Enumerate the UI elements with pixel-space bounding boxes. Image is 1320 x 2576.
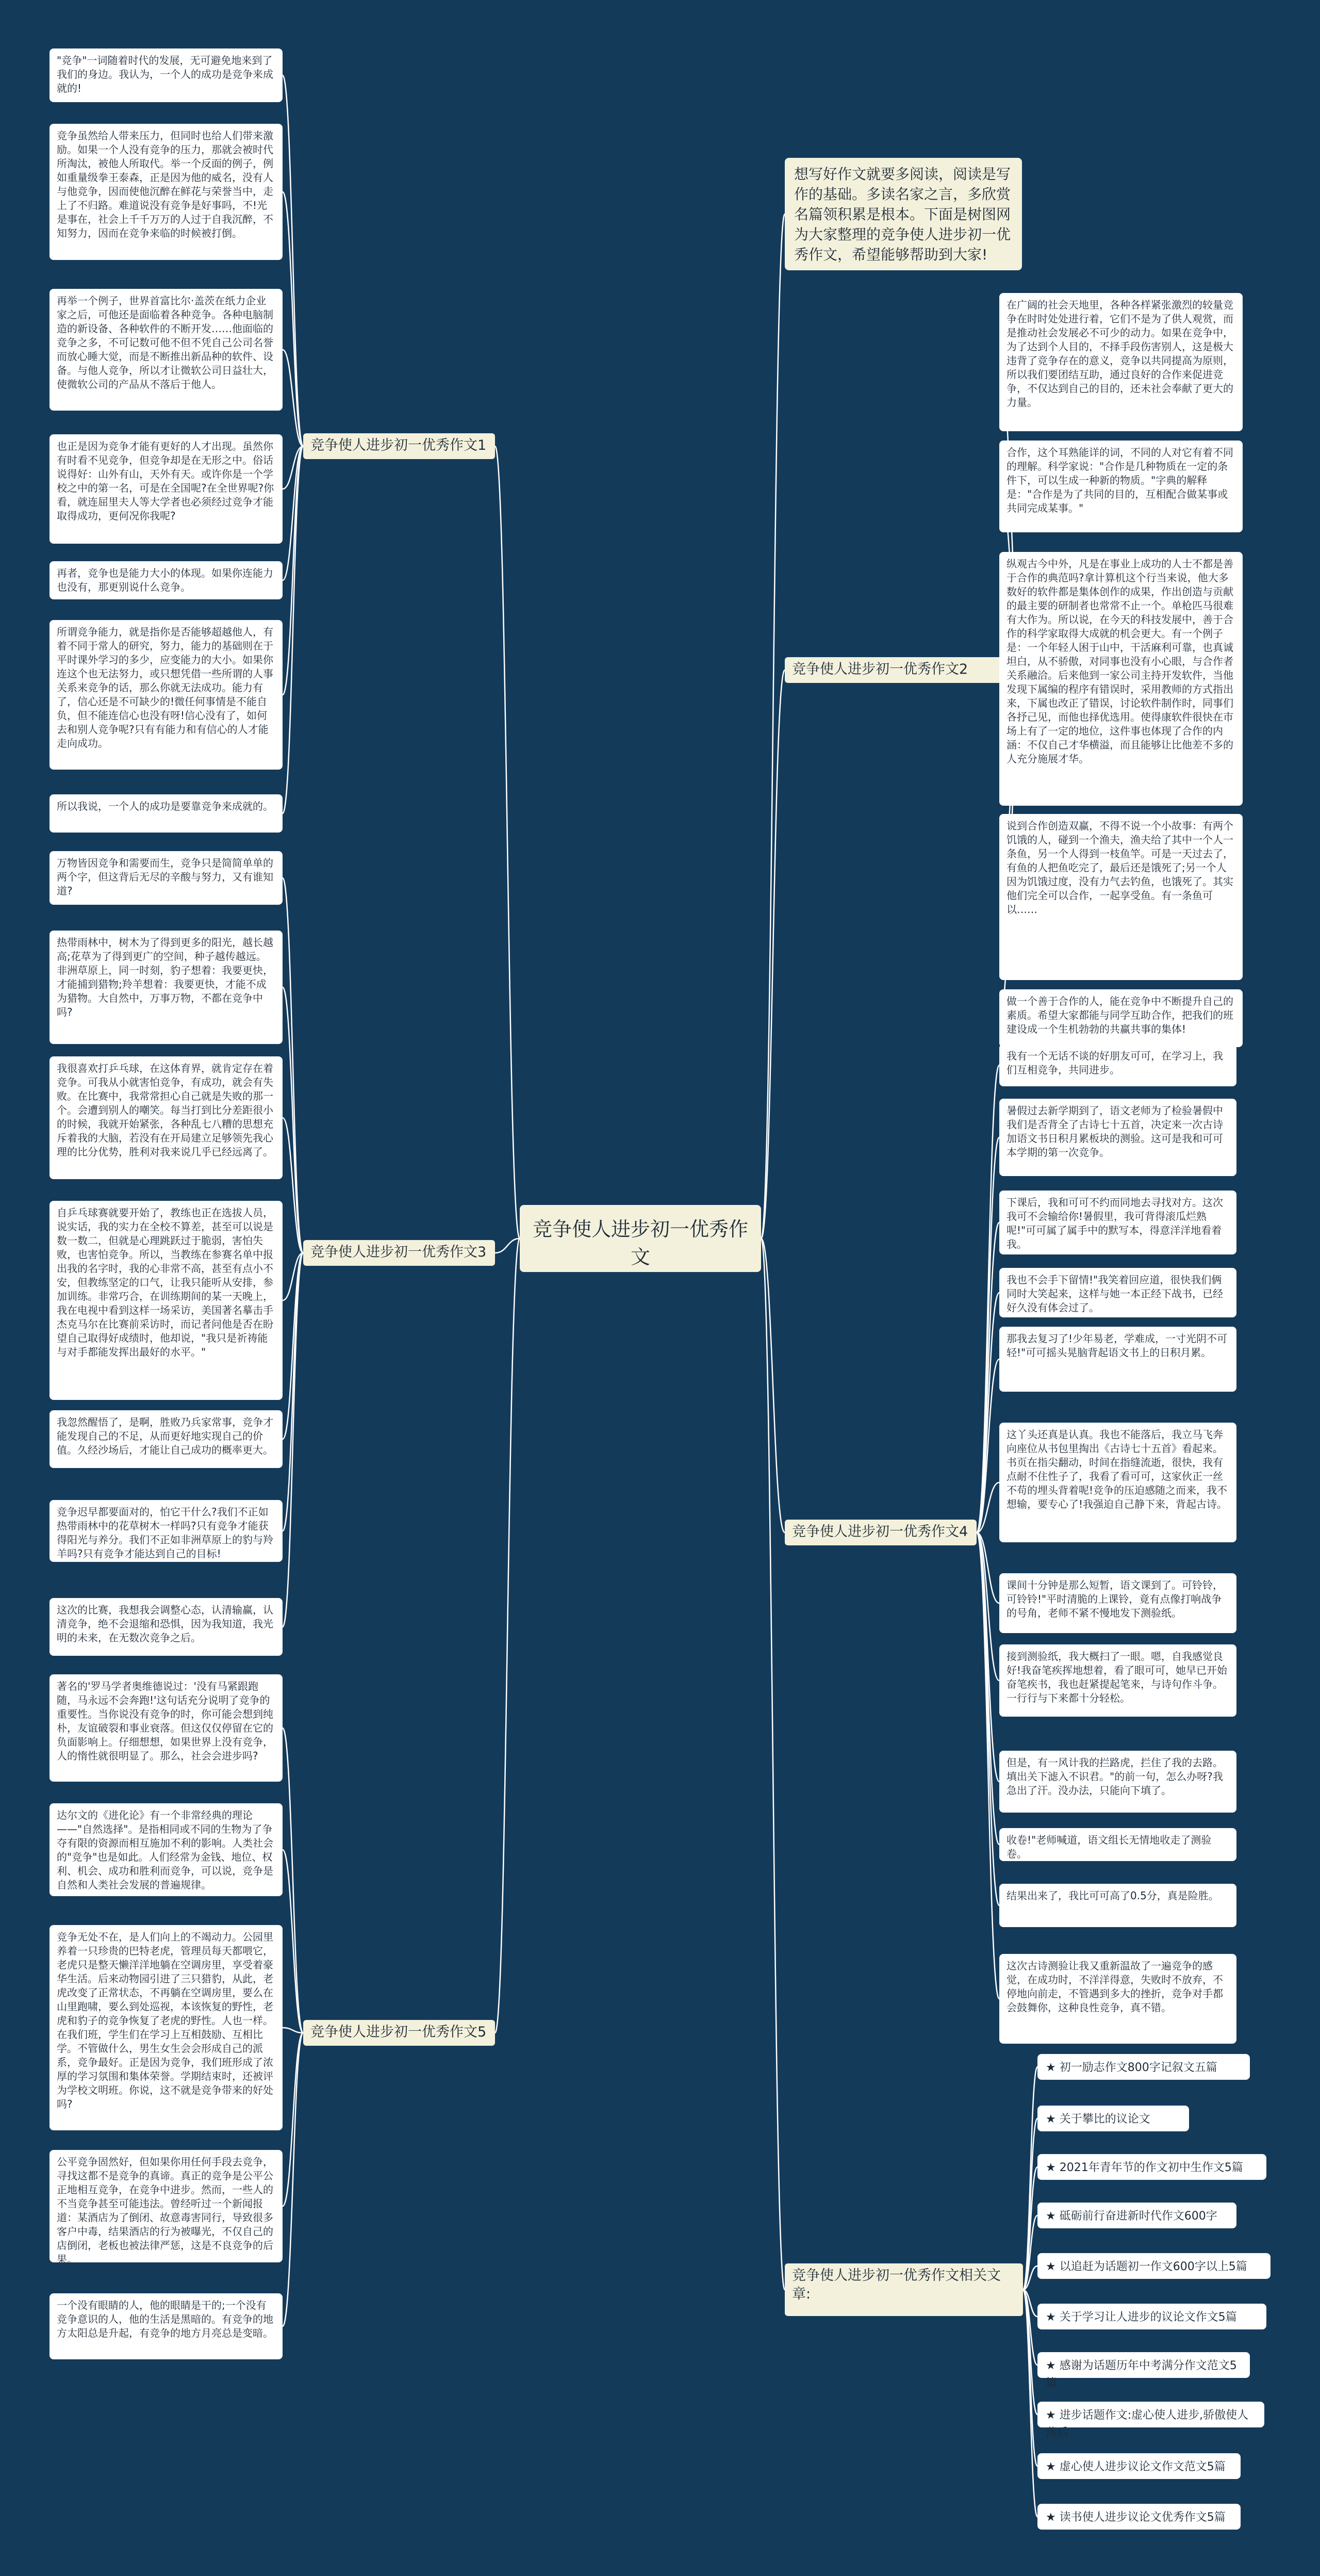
leaf-paragraph: 我也不会手下留情!"我笑着回应道，很快我们俩同时大笑起来，这样与她一本正经下战书，已经好久没有体会过了。	[999, 1268, 1236, 1317]
branch-topic[interactable]: 竞争使人进步初一优秀作文相关文章:	[785, 2263, 1023, 2316]
root-to-branch-line	[495, 446, 520, 1238]
branch-to-leaf-line	[283, 2033, 303, 2326]
leaf-paragraph: 收卷!"老师喊道，语文组长无情地收走了测验卷。	[999, 1828, 1236, 1861]
leaf-paragraph: 万物皆因竞争和需要而生，竞争只是简简单单的两个字，但这背后无尽的辛酸与努力，又有谁知道?	[50, 851, 283, 905]
related-article-link[interactable]: ★ 关于学习让人进步的议论文作文5篇	[1037, 2304, 1266, 2329]
branch-to-leaf-line	[977, 1532, 999, 1845]
leaf-paragraph: 下课后，我和可可不约而同地去寻找对方。这次我可不会输给你!暑假里，我可背得滚瓜烂熟呢!"可可属了属手中的默写本，得意洋洋地看着我。	[999, 1191, 1236, 1254]
leaf-paragraph: 所谓竞争能力，就是指你是否能够超越他人，有着不同于常人的研究，努力，能力的基础则在于平时课外学习的多少，应变能力的大小。如果你连这个也无法努力，或只想凭借一些所谓的人事关系来竞争的话，那么你就无法成功。能力有了，信心还是不可缺少的!微任何事情是不能自负，但不能连信心也没有呀!信心没有了，如何去和别人竞争呢?只有有能力和有信心的人才能走向成功。	[50, 620, 283, 770]
root-to-branch-line	[495, 1238, 520, 2033]
leaf-paragraph: 我忽然醒悟了，是啊，胜败乃兵家常事，竞争才能发现自己的不足，从而更好地实现自己的价值。久经沙场后，才能让自己成功的概率更大。	[50, 1410, 283, 1468]
related-article-link[interactable]: ★ 以追赶为话题初一作文600字以上5篇	[1037, 2253, 1270, 2279]
branch-topic[interactable]: 竞争使人进步初一优秀作文2	[785, 657, 1023, 683]
leaf-paragraph: 在广阔的社会天地里，各种各样紧张激烈的较量竞争在时时处处进行着，它们不是为了供人观赏，而是推动社会发展必不可少的动力。如果在竞争中，为了达到个人目的，不择手段伤害别人，这是极大违背了竞争存在的意义，竞争以共同提高为原则，所以我们要团结互助，通过良好的合作来促进竞争，不仅达到自己的目的，还未社会奉献了更大的力量。	[999, 293, 1243, 431]
leaf-paragraph: 我很喜欢打乒乓球，在这体育界，就肯定存在着竞争。可我从小就害怕竞争，有成功，就会有失败。在比赛中，我常常担心自己就是失败的那一个。会遭到别人的嘲笑。每当打到比分差距很小的时候，我就开始紧张，各种乱七八糟的思想充斥着我的大脑，若没有在开局建立足够领先我心理的比分优势，胜利对我来说几乎已经远离了。	[50, 1056, 283, 1179]
branch-topic[interactable]: 竞争使人进步初一优秀作文1	[303, 433, 495, 459]
leaf-paragraph: 合作，这个耳熟能详的词，不同的人对它有着不同的理解。科学家说："合作是几种物质在一定的条件下，可以生成一种新的物质。"字典的解释是："合作是为了共同的目的，互相配合做某事或共同完成某事。"	[999, 441, 1243, 532]
leaf-paragraph: 达尔文的《进化论》有一个非常经典的理论——"自然选择"。是指相同或不同的生物为了争夺有限的资源而相互施加不利的影响。人类社会的"竞争"也是如此。人们经常为金钱、地位、权利、机会、成功和胜利而竞争，可以说，竞争是自然和人类社会发展的普遍规律。	[50, 1803, 283, 1896]
leaf-paragraph: 竞争无处不在，是人们向上的不竭动力。公园里养着一只珍贵的巴特老虎，管理员每天都喂它，老虎只是整天懒洋洋地躺在空调房里，享受着豪华生活。后来动物园引进了三只猎豹，从此，老虎改变了正常状态，不再躺在空调房里，要么在山里跑啸，要么到处巡视，本该恢复的野性，老虎和豹子的竞争恢复了老虎的野性。人也一样。在我们班，学生们在学习上互相鼓励、互相比学。不管做什么，男生女生会会形成自己的派系，竞争最好。正是因为竞争，我们班形成了浓厚的学习氛围和集体荣誉。学期结束时，还被评为学校文明班。你说，这不就是竞争带来的好处吗?	[50, 1925, 283, 2130]
branch-topic[interactable]: 竞争使人进步初一优秀作文4	[785, 1520, 977, 1545]
branch-to-leaf-line	[977, 1222, 999, 1532]
leaf-paragraph: 说到合作创造双赢，不得不说一个小故事：有两个饥饿的人，碰到一个渔夫，渔夫给了其中一个人一条鱼，另一个人得到一枝鱼竿。可是一天过去了，有鱼的人把鱼吃完了，最后还是饿死了;另一个人因为饥饿过度，没有力气去钓鱼，也饿死了。其实他们完全可以合作，一起享受鱼。有一条鱼可以……	[999, 814, 1243, 980]
related-article-link[interactable]: ★ 读书使人进步议论文优秀作文5篇	[1037, 2504, 1241, 2530]
leaf-paragraph: 一个没有眼睛的人，他的眼睛是干的;一个没有竞争意识的人，他的生活是黑暗的。有竞争的地方太阳总是升起，有竞争的地方月亮总是变暗。	[50, 2293, 283, 2359]
leaf-paragraph: 做一个善于合作的人，能在竞争中不断提升自己的素质。希望大家都能与同学互助合作，把我们的班建设成一个生机勃勃的共赢共事的集体!	[999, 989, 1243, 1047]
related-article-link[interactable]: ★ 2021年青年节的作文初中生作文5篇	[1037, 2154, 1266, 2180]
intro-summary: 想写好作文就要多阅读，阅读是写作的基础。多读名家之言，多欣赏名篇领积累是根本。下面是树图网为大家整理的竞争使人进步初一优秀作文，希望能够帮助到大家!	[785, 158, 1022, 270]
leaf-paragraph: 课间十分钟是那么短暂，语文课到了。可铃铃，可铃铃!"平时清脆的上课铃，竟有点像打响战争的号角，老师不紧不慢地发下测验纸。	[999, 1573, 1236, 1633]
branch-topic[interactable]: 竞争使人进步初一优秀作文5	[303, 2020, 495, 2046]
branch-topic[interactable]: 竞争使人进步初一优秀作文3	[303, 1240, 495, 1266]
leaf-paragraph: 也正是因为竞争才能有更好的人才出现。虽然你有时看不见竞争，但竞争却是在无形之中。俗话说得好：山外有山，天外有天。或许你是一个学校之中的第一名，可是在全国呢?在全世界呢?你看，就连屈里夫人等大学者也必须经过竞争才能取得成功，更何况你我呢?	[50, 434, 283, 544]
leaf-paragraph: 结果出来了，我比可可高了0.5分，真是险胜。	[999, 1884, 1236, 1927]
leaf-paragraph: 这次古诗测验让我又重新温故了一遍竞争的感觉，在成功时，不洋洋得意，失败时不放弃，不停地向前走，不管遇到多大的挫折，竞争对手都会鼓舞你，这种良性竞争，真不错。	[999, 1954, 1236, 2044]
branch-to-leaf-line	[1023, 2118, 1037, 2290]
root-to-intro-line	[761, 214, 785, 1238]
leaf-paragraph: 竞争虽然给人带来压力，但同时也给人们带来激励。如果一个人没有竞争的压力，那就会被时代所淘汰，被他人所取代。举一个反面的例子，例如重量级拳王泰森，正是因为他的威名，没有人与他竞争，因而使他沉醉在鲜花与荣誉当中，走上了不归路。难道说没有竞争是好事吗，不!光是事在，社会上千千万万的人过于自我沉醉，不知努力，因而在竞争来临的时候被打倒。	[50, 124, 283, 260]
leaf-paragraph: "竞争"一词随着时代的发展，无可避免地来到了我们的身边。我认为，一个人的成功是竞争来成就的!	[50, 48, 283, 102]
branch-to-leaf-line	[283, 75, 303, 446]
related-article-link[interactable]: ★ 进步话题作文:虚心使人进步,骄傲使人落后	[1037, 2402, 1264, 2427]
leaf-paragraph: 著名的'罗马学者奥维德说过：'没有马紧跟跑随，马永远不会奔跑!'这句话充分说明了竞争的重要性。当你说没有竞争的时，你可能会想到纯朴，友谊破裂和事业衰落。但这仅仅停留在它的负面影响上。仔细想想，如果世界上没有竞争，人的惰性就很明显了。那么，社会会进步吗?	[50, 1674, 283, 1782]
leaf-paragraph: 纵观古今中外，凡是在事业上成功的人士不都是善于合作的典范吗?拿计算机这个行当来说，他大多数好的软件都是集体创作的成果，作出创造与贡献的最主要的研制者也常常不止一个。单枪匹马很难有大作为。所以说，在今天的科技发展中，善于合作的科学家取得大成就的机会更大。有一个例子是：一个年轻人困于山中，干活麻利可靠，也真诚坦白，从不骄傲，对同事也没有小心眼，与合作者关系融洽。后来他到一家公司主持开发软件，当他发现下属编的程序有错误时，采用教师的方式指出来，下属也改正了错误，讨论软件制作时，同事们各抒己见，而他也择优选用。使得康软件很快在市场上有了一定的地位，这件事也体现了合作的内涵：不仅自己才华横溢，而且能够让比他差不多的人充分施展才华。	[999, 552, 1243, 806]
leaf-paragraph: 但是，有一风计我的拦路虎，拦住了我的去路。填出关下滤入不识君。"的前一句，怎么办呀?我急出了汗。没办法，只能向下填了。	[999, 1751, 1236, 1813]
leaf-paragraph: 自乒乓球赛就要开始了，教练也正在选拔人员，说实话，我的实力在全校不算差，甚至可以说是数一数二，但就是心理跳跃过于脆弱，害怕失败，也害怕竞争。所以，当教练在参赛名单中报出我的名字时，我的心非常不高，甚至有点小不安，但教练坚定的口气，让我只能听从安排，参加训练。非常巧合，在训练期间的某一天晚上，我在电视中看到这样一场采访，美国著名摹击手杰克马尔在比赛前采访时，而记者问他是否在盼望自己取得好成绩时，他却说，"我只是祈祷能与对手都能发挥出最好的水平。"	[50, 1201, 283, 1400]
branch-to-leaf-line	[283, 446, 303, 813]
related-article-link[interactable]: ★ 虚心使人进步议论文作文范文5篇	[1037, 2453, 1241, 2479]
leaf-paragraph: 竞争迟早都要面对的，怕它干什么?我们不正如热带雨林中的花草树木一样吗?只有竞争才能获得阳光与养分。我们不正如非洲草原上的豹与羚羊吗?只有竞争才能达到自己的目标!	[50, 1500, 283, 1562]
leaf-paragraph: 暑假过去新学期到了，语文老师为了检验暑假中我们是否背全了古诗七十五首，决定来一次古诗加语文书日积月累板块的测验。这可是我和可可本学期的第一次竞争。	[999, 1099, 1236, 1176]
branch-to-leaf-line	[977, 1137, 999, 1532]
branch-to-leaf-line	[283, 987, 303, 1253]
leaf-paragraph: 公平竞争固然好，但如果你用任何手段去竞争，寻找这都不是竞争的真谛。真正的竞争是公平公正地相互竞争，在竞争中进步。然而，一些人的不当竞争甚至可能违法。曾经听过一个新闻报道：某酒店为了倒闭、故意毒害同行，导致很多客户中毒，结果酒店的行为被曝光，不仅自己的店倒闭，老板也被法律严惩，这是不良竞争的后果。	[50, 2150, 283, 2262]
leaf-paragraph: 这次的比赛，我想我会调整心态，认清输赢，认清竞争，绝不会退缩和恐惧，因为我知道，我光明的未来，在无数次竞争之后。	[50, 1598, 283, 1656]
branch-to-leaf-line	[283, 1118, 303, 1253]
leaf-paragraph: 热带雨林中，树木为了得到更多的阳光，越长越高;花草为了得到更广的空间，种子越传越远。非洲草原上，同一时刻，豹子想着：我要更快，才能捕到猎物;羚羊想着：我要更快，才能不成为猎物。大自然中，万事万物，不都在竞争中吗?	[50, 931, 283, 1044]
leaf-paragraph: 再举一个例子，世界首富比尔·盖茨在纸力企业家之后，可他还是面临着各种竞争。各种电脑制造的新设备、各种软件的不断开发……他面临的竞争之多，不可记数可他不但不凭自己公司名誉而放心睡大觉，而是不断推出新品种的软件、设备。与他人竞争，所以才让微软公司日益壮大，使微软公司的产品从不落后于他人。	[50, 289, 283, 411]
related-article-link[interactable]: ★ 砥砺前行奋进新时代作文600字	[1037, 2203, 1236, 2228]
branch-to-leaf-line	[283, 1728, 303, 2033]
branch-to-leaf-line	[283, 1253, 303, 1531]
related-article-link[interactable]: ★ 初一励志作文800字记叙文五篇	[1037, 2054, 1250, 2080]
related-article-link[interactable]: ★ 关于攀比的议论文	[1037, 2106, 1189, 2131]
root-topic[interactable]: 竞争使人进步初一优秀作文	[520, 1205, 761, 1272]
related-article-link[interactable]: ★ 感谢为话题历年中考满分作文范文5篇	[1037, 2352, 1250, 2378]
leaf-paragraph: 再者，竞争也是能力大小的体现。如果你连能力也没有，那更别说什么竞争。	[50, 561, 283, 599]
branch-to-leaf-line	[283, 192, 303, 446]
leaf-paragraph: 那我去复习了!少年易老，学难成，一寸光阴不可轻!"可可摇头晃脑背起语文书上的日积月累。	[999, 1327, 1236, 1392]
leaf-paragraph: 这丫头还真是认真。我也不能落后，我立马飞奔向座位从书包里掏出《古诗七十五首》看起来。书页在指尖翻动，时间在指缝流逝，很快，我有点耐不住性子了，我看了看可可，这家伙正一丝不苟的埋头背着呢!竞争的压迫感随之而来，我不想输，要专心了!我强迫自己静下来，背起古诗。	[999, 1423, 1236, 1542]
branch-to-leaf-line	[283, 1253, 303, 1439]
branch-to-leaf-line	[283, 446, 303, 695]
branch-to-leaf-line	[283, 878, 303, 1253]
branch-to-leaf-line	[977, 1532, 999, 1905]
branch-to-leaf-line	[283, 1253, 303, 1627]
leaf-paragraph: 接到测验纸，我大概扫了一眼。嗯，自我感觉良好!我奋笔疾挥地想着，看了眼可可，她早已开始奋笔疾书，我也赶紧提起笔来，与诗句作斗争。一行行与下来都十分轻松。	[999, 1644, 1236, 1717]
leaf-paragraph: 我有一个无话不谈的好朋友可可，在学习上，我们互相竞争，共同进步。	[999, 1044, 1236, 1086]
root-to-branch-line	[495, 1238, 520, 1253]
leaf-paragraph: 所以我说，一个人的成功是要靠竞争来成就的。	[50, 794, 283, 833]
